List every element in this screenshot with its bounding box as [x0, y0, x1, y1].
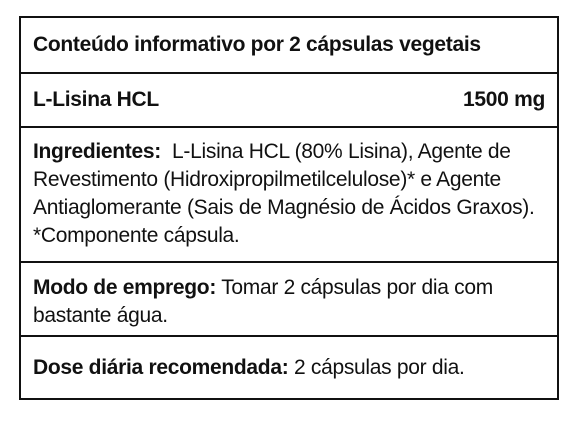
nutrient-name: L-Lisina HCL	[33, 88, 159, 111]
dose-paragraph	[33, 354, 465, 382]
dose-label: Dose diária recomendada:	[33, 355, 289, 379]
ingredients-text: L-Lisina HCL (80% Lisina), Agente de Revestimento (Hidroxipropilmetilcelulose)* e Agente Antiaglomerante (Sais de Magnésio de Ácidos Graxos). *Componente cápsula.	[33, 140, 535, 247]
usage-row	[21, 263, 557, 337]
ingredients-row	[21, 128, 557, 263]
ingredients-paragraph	[33, 138, 545, 250]
table-title: Conteúdo informativo por 2 cápsulas vegetais	[33, 33, 481, 56]
nutrient-amount: 1500 mg	[463, 88, 545, 111]
nutrient-row	[21, 74, 557, 128]
table-header-row	[21, 18, 557, 74]
usage-text: Tomar 2 cápsulas por dia com bastante água.	[33, 276, 493, 327]
dose-text: 2 cápsulas por dia.	[293, 355, 465, 379]
ingredients-label: Ingredientes:	[33, 140, 161, 163]
dose-row	[21, 337, 557, 398]
usage-label: Modo de emprego:	[33, 276, 217, 299]
supplement-info-table	[19, 16, 559, 400]
usage-paragraph	[33, 274, 545, 330]
